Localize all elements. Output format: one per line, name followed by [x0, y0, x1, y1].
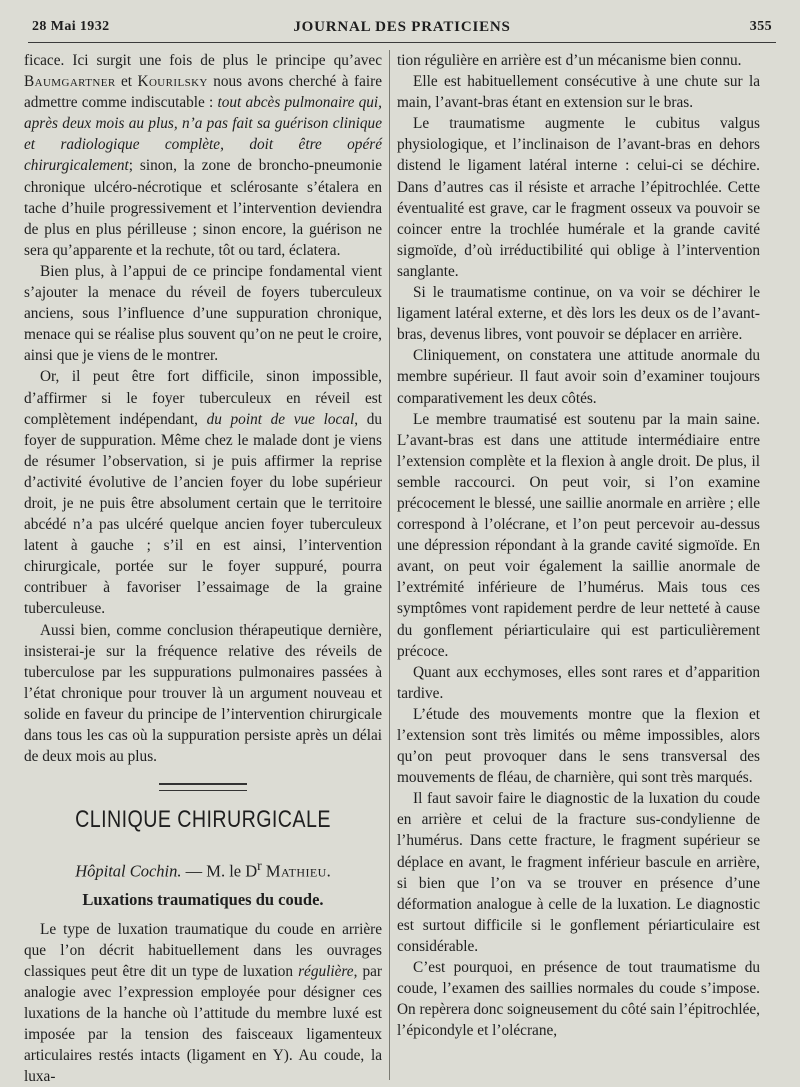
paragraph: Si le traumatisme continue, on va voir se déchirer le ligament latéral externe, et dès lors les deux os de l’avant-bras, devenus libres, vont pouvoir se déplacer en arrière.	[397, 284, 760, 344]
header-journal-title: JOURNAL DES PRATICIENS	[293, 19, 511, 35]
paragraph: Aussi bien, comme conclusion thérapeutique dernière, insisterai-je sur la fréquence relative des réveils de tuberculose par les suppurations pulmonaires passées à l’état chronique pour trouver là un argument nouveau et solide en faveur du principe de l’intervention chirurgicale dans tous les cas où la suppuration persiste après un délai de deux mois au plus.	[24, 621, 382, 766]
paragraph: C’est pourquoi, en présence de tout traumatisme du coude, l’examen des saillies normales du coude s’impose. On repèrera donc soigneusement du côté sain l’épitrochlée, l’épicondyle et l’olécrane,	[397, 959, 760, 1040]
emphasis: tout abcès pulmonaire qui, après deux mois au plus, n’a pas fait sa guérison clinique et radiologique complète, doit être opéré chirurgicalement	[24, 94, 383, 175]
doctor-name: Mathieu	[265, 861, 327, 881]
section-divider	[159, 783, 247, 791]
paragraph: Bien plus, à l’appui de ce principe fondamental vient s’ajouter la menace du réveil de foyers tuberculeux anciens, sous l’influence d’une suppuration chronique, menace qui se réalise plus souvent qu’on ne peut le croire, ainsi que je viens de le montrer.	[24, 262, 382, 365]
paragraph: Elle est habituellement consécutive à une chute sur la main, l’avant-bras étant en extension sur le bras.	[397, 73, 760, 112]
paragraph: tion régulière en arrière est d’un mécanisme bien connu.	[397, 52, 742, 69]
paragraph: Il faut savoir faire le diagnostic de la luxation du coude en arrière et celui de la fracture sus-condylienne de l’humérus. Dans cette fracture, le fragment supérieur se déplace en avant, le fragment inférieur bascule en arrière, si bien que l’on va se trouver en présence d’une déformation analogue à celle de la luxation. Le diagnostic est surtout difficile si le gonflement périarticulaire est considérable.	[397, 790, 760, 955]
paragraph: ficace. Ici surgit une fois de plus le principe qu’avec Baumgartner et Kourilsky nous avons cherché à faire admettre comme indiscutable : tout abcès pulmonaire qui, après deux mois au plus, n’a pas fait sa guérison clinique et radiologique complète, doit être opéré chirurgicalement; sinon, la zone de broncho-pneumonie chronique ulcéro-nécrotique et sclérosante s’étalera en tache d’huile progressivement et l’intervention deviendra de plus en plus périlleuse ; sinon encore, la guérison ne sera qu’apparente et la rechute, tôt ou tard, éclatera.	[24, 52, 383, 259]
header-page-number: 355	[749, 19, 772, 34]
paragraph: L’étude des mouvements montre que la flexion et l’extension sont très limités ou même impossibles, alors qu’on peut provoquer dans le sens transversal des mouvements de fléau, de charnière, qui sont très marqués.	[397, 705, 760, 787]
emphasis: du point de vue local	[206, 410, 355, 428]
emphasis: régulière	[298, 962, 354, 980]
paragraph: Quant aux ecchymoses, elles sont rares et d’apparition tardive.	[397, 663, 760, 702]
running-header	[28, 14, 776, 43]
header-date: 28 Mai 1932	[32, 19, 110, 34]
left-column	[24, 50, 382, 1087]
column-rule	[389, 50, 390, 1080]
hospital-line: Hôpital Cochin. — M. le $D^r$ Mathieu.	[75, 858, 331, 881]
author-name: Kourilsky	[137, 73, 208, 91]
paragraph: Or, il peut être fort difficile, sinon impossible, d’affirmer si le foyer tuberculeux en réveil est complètement indépendant, du point de vue local, du foyer de suppuration. Même chez le malade dont je viens de résumer l’observation, si je puis affirmer la reprise d’activité évolutive de l’ancien foyer du lobe supérieur droit, je ne puis être absolument certain que le territoire abcédé n’a pas ulcéré quelque ancien foyer tuberculeux latent à gauche ; s’il en est ainsi, l’intervention chirurgicale, portée sur le foyer suppuré, pourra contribuer à favoriser l’essaimage de la graine tuberculeuse.	[24, 368, 382, 618]
right-column	[397, 50, 760, 1041]
section-title: CLINIQUE CHIRURGICALE	[75, 806, 331, 834]
author-name: Baumgartner	[24, 73, 116, 91]
paragraph: Le traumatisme augmente le cubitus valgus physiologique, et l’inclinaison de l’avant-bras en dehors distend le ligament latéral interne : celui-ci se déchire. Dans d’autres cas il résiste et arrache l’épitrochlée. Cette éventualité est grave, car le fragment osseux va pouvoir se coincer entre la trochlée humérale et la grande cavité sigmoïde, d’où irréductibilité qui oblige à l’intervention sanglante.	[397, 115, 760, 280]
paragraph: Cliniquement, on constatera une attitude anormale du membre supérieur. Il faut avoir soin d’examiner toujours comparativement les deux côtés.	[397, 347, 760, 407]
paragraph: Le membre traumatisé est soutenu par la main saine. L’avant-bras est dans une attitude intermédiaire entre l’extension complète et la flexion à angle droit. De plus, il semble raccourci. On peut voir, si l’on examine précocement le blessé, une saillie anormale en arrière ; elle correspond à l’olécrane, et l’on peut percevoir au-dessus une dépression répondant à la grande cavité sigmoïde. En avant, on peut voir également la saillie anormale de l’extrémité inférieure de l’humérus. Mais tous ces symptômes vont rapidement perdre de leur netteté à cause du gonflement périarticulaire qui est particulièrement précoce.	[397, 410, 760, 660]
article-title: Luxations traumatiques du coude.	[82, 889, 324, 909]
paragraph: Le type de luxation traumatique du coude en arrière que l’on décrit habituellement dans les ouvrages classiques peut être dit un type de luxation régulière, par analogie avec l’expression employée pour désigner ces luxations de la hanche où l’attitude du membre luxé est imposée par la tension des faisceaux ligamenteux articulaires restés intacts (ligament en Y). Au coude, la luxa-	[24, 920, 383, 1086]
